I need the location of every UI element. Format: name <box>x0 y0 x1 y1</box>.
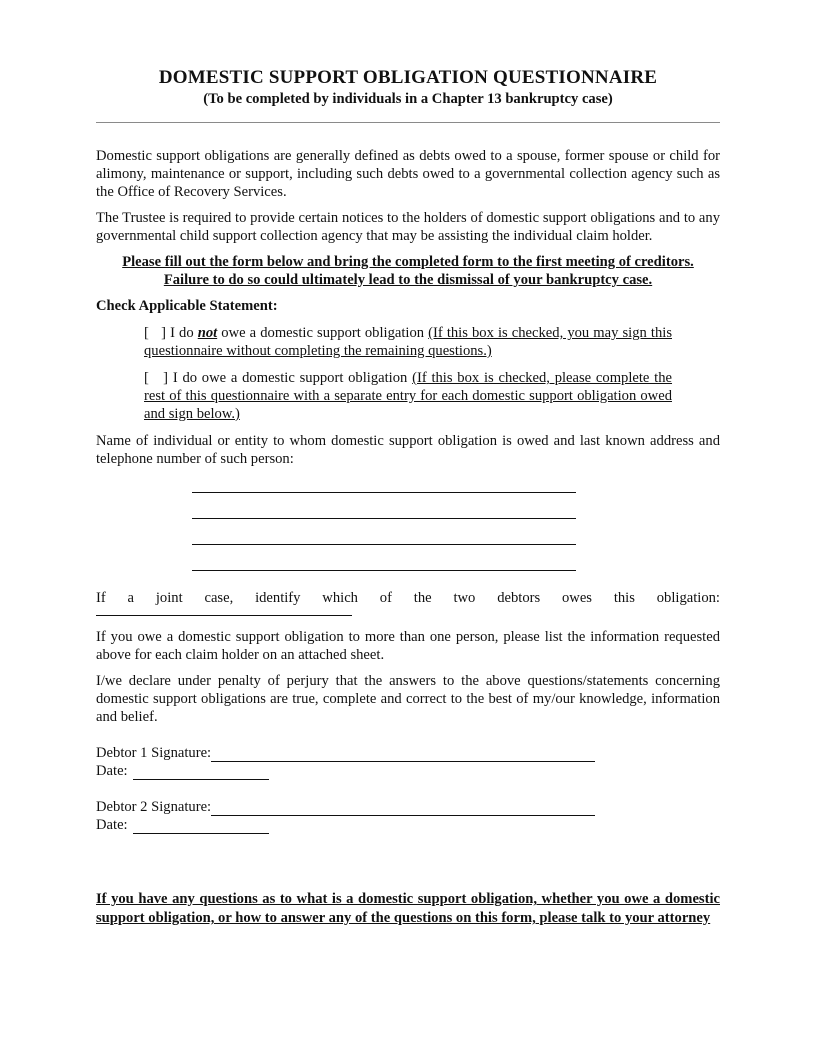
claim-holder-line-1[interactable] <box>192 482 576 493</box>
joint-case-line[interactable] <box>96 607 352 616</box>
option-do-owe-prefix: I do owe a domestic support obligation <box>172 370 408 386</box>
debtor-1-signature-block <box>96 744 720 780</box>
claim-holder-lines <box>96 482 720 571</box>
header-divider <box>96 122 720 123</box>
debtor-2-signature-line[interactable] <box>211 801 595 816</box>
claim-holder-line-4[interactable] <box>192 545 576 571</box>
option-do-not-owe <box>144 324 672 360</box>
intro-paragraph-1: Domestic support obligations are generally defined as debts owed to a spouse, former spouse or child for alimony, maintenance or support, including such debts owed to a governmental collection agency such as the Office of Recovery Services. <box>96 148 720 200</box>
intro-paragraph-2: The Trustee is required to provide certain notices to the holders of domestic support obligations and to any governmental child support collection agency that may be assisting the individual claim holder. <box>96 210 720 244</box>
debtor-1-date-line[interactable] <box>133 765 269 780</box>
page-subtitle: (To be completed by individuals in a Chapter 13 bankruptcy case) <box>203 91 613 107</box>
questionnaire-page <box>96 66 720 928</box>
check-heading: Check Applicable Statement: <box>96 298 278 314</box>
declaration-text: I/we declare under penalty of perjury that the answers to the above questions/statements concerning domestic support obligations are true, complete and correct to the best of my/our knowledge, information and belief. <box>96 673 720 725</box>
notice-instructions: Please fill out the form below and bring the completed form to the first meeting of creditors. <box>122 254 694 270</box>
claim-holder-prompt: Name of individual or entity to whom domestic support obligation is owed and last known address and telephone number of such person: <box>96 433 720 467</box>
debtor-2-signature-label: Debtor 2 Signature: <box>96 799 212 815</box>
claim-holder-line-2[interactable] <box>192 493 576 519</box>
debtor-2-date-line[interactable] <box>133 819 269 834</box>
debtor-2-date-label: Date: <box>96 817 128 833</box>
notice-warning: Failure to do so could ultimately lead to the dismissal of your bankruptcy case. <box>163 272 653 288</box>
option-do-not-owe-emphasis: not <box>197 325 218 341</box>
debtor-2-signature-block <box>96 798 720 834</box>
checkbox-do-not-owe[interactable]: [ ] <box>144 325 166 341</box>
option-do-owe <box>144 369 672 423</box>
debtor-1-signature-label: Debtor 1 Signature: <box>96 745 212 761</box>
debtor-1-signature-line[interactable] <box>211 747 595 762</box>
option-do-not-owe-prefix: I do <box>170 325 194 341</box>
claim-holder-line-3[interactable] <box>192 519 576 545</box>
joint-case-prompt: If a joint case, identify which of the two debtors owes this obligation: <box>96 590 720 606</box>
option-do-not-owe-note: (If this box is checked, you may sign this questionnaire without completing the remaining questions.) <box>144 325 672 359</box>
page-title: DOMESTIC SUPPORT OBLIGATION QUESTIONNAIRE <box>158 67 658 88</box>
debtor-1-date-label: Date: <box>96 763 128 779</box>
checkbox-do-owe[interactable]: [ ] <box>144 370 169 386</box>
multiple-holders-note: If you owe a domestic support obligation to more than one person, please list the information requested above for each claim holder on an attached sheet. <box>96 629 720 663</box>
option-do-not-owe-middle: owe a domestic support obligation <box>221 325 425 341</box>
option-do-owe-note: (If this box is checked, please complete the rest of this questionnaire with a separate entry for each domestic support obligation owed and sign below.) <box>144 370 673 422</box>
footer-attorney-note: If you have any questions as to what is a domestic support obligation, whether you owe a domestic support obligation, or how to answer any of the questions on this form, please talk to your attorney <box>96 891 720 926</box>
